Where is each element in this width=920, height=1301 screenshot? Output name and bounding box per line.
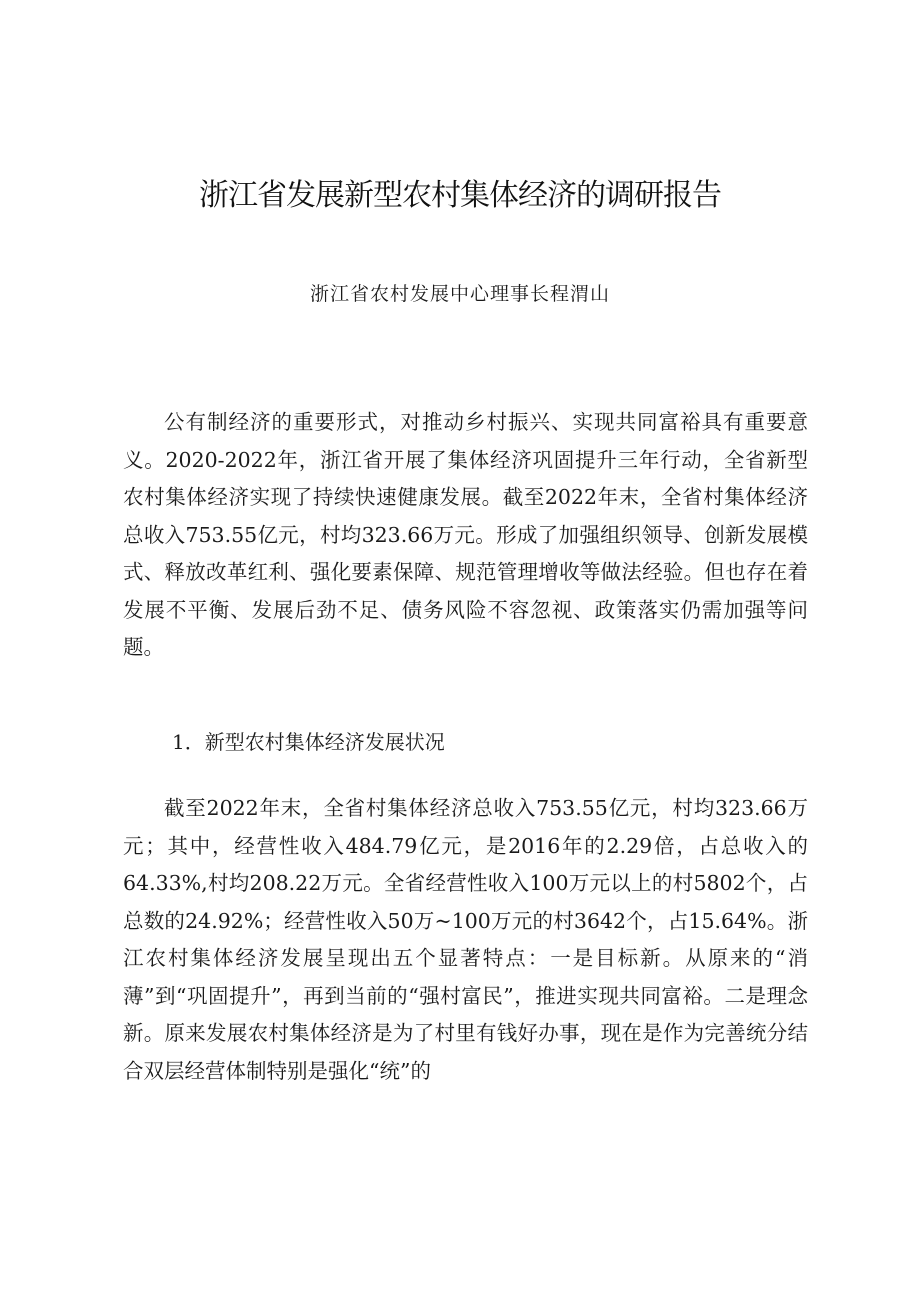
document-author: 浙江省农村发展中心理事长程渭山: [309, 283, 610, 305]
document-title: 浙江省发展新型农村集体经济的调研报告: [199, 178, 721, 213]
body-paragraph: 截至2022年末，全省村集体经济总收入753.55亿元，村均323.66万元；其中，经营性收入484.79亿元，是2016年的2.29倍，占总收入的64.33%,村均208.22万元。全省经营性收入100万元以上的村5802个，占总数的24.92%；经营性收入50万~100万元的村3642个，占15.64%。浙江农村集体经济发展呈现出五个显著特点：一是目标新。从原来的“消薄”到“巩固提升”，再到当前的“强村富民”，推进实现共同富裕。二是理念新。原来发展农村集体经济是为了村里有钱好办事，现在是作为完善统分结合双层经营体制特别是强化“统”的: [123, 796, 808, 1083]
intro-paragraph: 公有制经济的重要形式，对推动乡村振兴、实现共同富裕具有重要意义。2020-2022年，浙江省开展了集体经济巩固提升三年行动，全省新型农村集体经济实现了持续快速健康发展。截至2022年末，全省村集体经济总收入753.55亿元，村均323.66万元。形成了加强组织领导、创新发展模式、释放改革红利、强化要素保障、规范管理增收等做法经验。但也存在着发展不平衡、发展后劲不足、债务风险不容忽视、政策落实仍需加强等问题。: [123, 410, 808, 659]
section-heading: 1．新型农村集体经济发展状况: [172, 730, 445, 754]
